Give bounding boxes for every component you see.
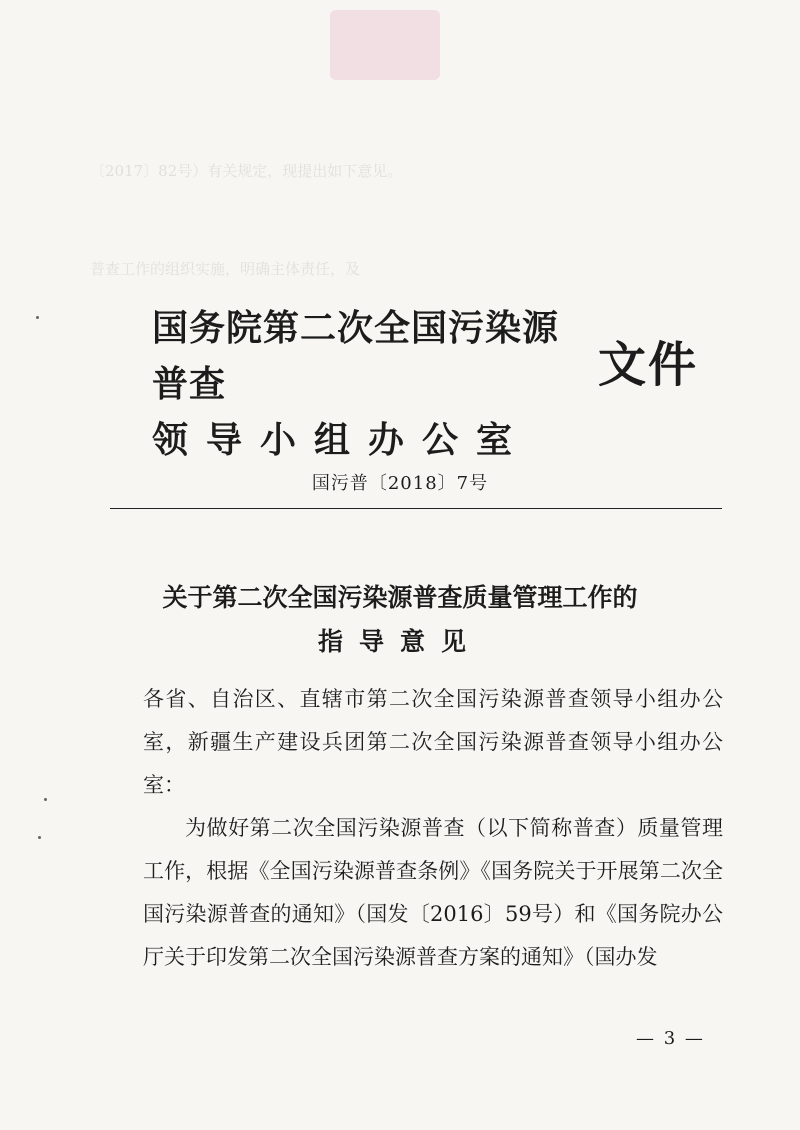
addressees: 各省、自治区、直辖市第二次全国污染源普查领导小组办公室，新疆生产建设兵团第二次全国污染源普查领导小组办公室： bbox=[143, 687, 723, 797]
body-paragraph: 为做好第二次全国污染源普查（以下简称普查）质量管理工作，根据《全国污染源普查条例》《国务院关于开展第二次全国污染源普查的通知》（国发〔2016〕59号）和《国务院办公厅关于印发第二次全国污染源普查方案的通知》（国办发 bbox=[143, 816, 723, 969]
title-line-2: 指导意见 bbox=[317, 627, 482, 656]
scan-speck bbox=[36, 316, 39, 319]
bleed-through-text: 普查工作的组织实施，明确主体责任，及 bbox=[90, 260, 361, 278]
header-divider bbox=[110, 508, 722, 509]
title-line-1: 关于第二次全国污染源普查质量管理工作的 bbox=[162, 583, 638, 612]
document-number: 国污普〔2018〕7号 bbox=[311, 473, 489, 494]
scan-speck bbox=[44, 798, 47, 801]
scan-speck bbox=[38, 836, 41, 839]
page-number: — 3 — bbox=[636, 1028, 705, 1049]
document-body bbox=[143, 678, 723, 979]
authority-line-2: 领导小组办公室 bbox=[152, 419, 531, 461]
bleed-through-text: 〔2017〕82号）有关规定，现提出如下意见。 bbox=[90, 162, 403, 180]
authority-line-1: 国务院第二次全国污染源普查 bbox=[152, 307, 560, 405]
document-title bbox=[0, 576, 800, 664]
bleed-through-stamp bbox=[330, 10, 440, 80]
issuing-authority bbox=[152, 300, 592, 468]
wenjian-label: 文件 bbox=[598, 337, 699, 393]
